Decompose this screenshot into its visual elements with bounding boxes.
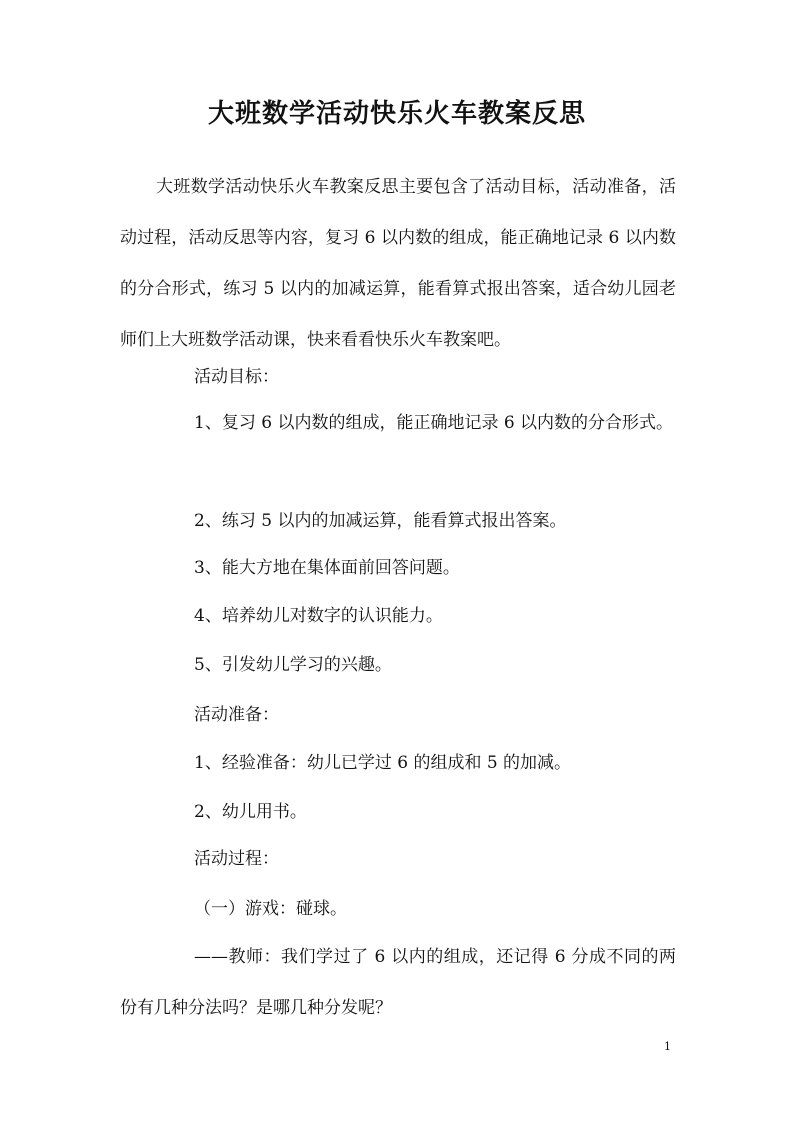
goal-item-3: 3、能大方地在集体面前回答问题。 bbox=[194, 558, 460, 578]
prep-item-1: 1、经验准备：幼儿已学过 6 的组成和 5 的加减。 bbox=[194, 753, 572, 773]
document-title: 大班数学活动快乐火车教案反思 bbox=[207, 99, 586, 129]
page-number: 1 bbox=[664, 1040, 671, 1053]
goal-item-4: 4、培养幼儿对数字的认识能力。 bbox=[194, 606, 443, 626]
prep-heading: 活动准备： bbox=[194, 705, 279, 725]
intro-paragraph: 大班数学活动快乐火车教案反思主要包含了活动目标，活动准备，活动过程，活动反思等内容，复习 6 以内数的组成，能正确地记录 6 以内数的分合形式，练习 5 以内的加减运算，能看算式报出答案，适合幼儿园老师们上大班数学活动课，快来看看快乐火车教案吧。 bbox=[120, 177, 676, 350]
goal-item-1: 1、复习 6 以内数的组成，能正确地记录 6 以内数的分合形式。 bbox=[194, 413, 674, 433]
process-step-1: （一）游戏：碰球。 bbox=[194, 899, 347, 919]
prep-item-2: 2、幼儿用书。 bbox=[194, 802, 307, 822]
goal-item-2: 2、练习 5 以内的加减运算，能看算式报出答案。 bbox=[194, 511, 567, 531]
goal-item-5: 5、引发幼儿学习的兴趣。 bbox=[194, 655, 392, 675]
process-heading: 活动过程： bbox=[194, 849, 279, 869]
teacher-dialogue: ——教师：我们学过了 6 以内的组成，还记得 6 分成不同的两份有几种分法吗？是哪几种分发呢？ bbox=[120, 947, 676, 1018]
goals-heading: 活动目标： bbox=[194, 367, 279, 387]
